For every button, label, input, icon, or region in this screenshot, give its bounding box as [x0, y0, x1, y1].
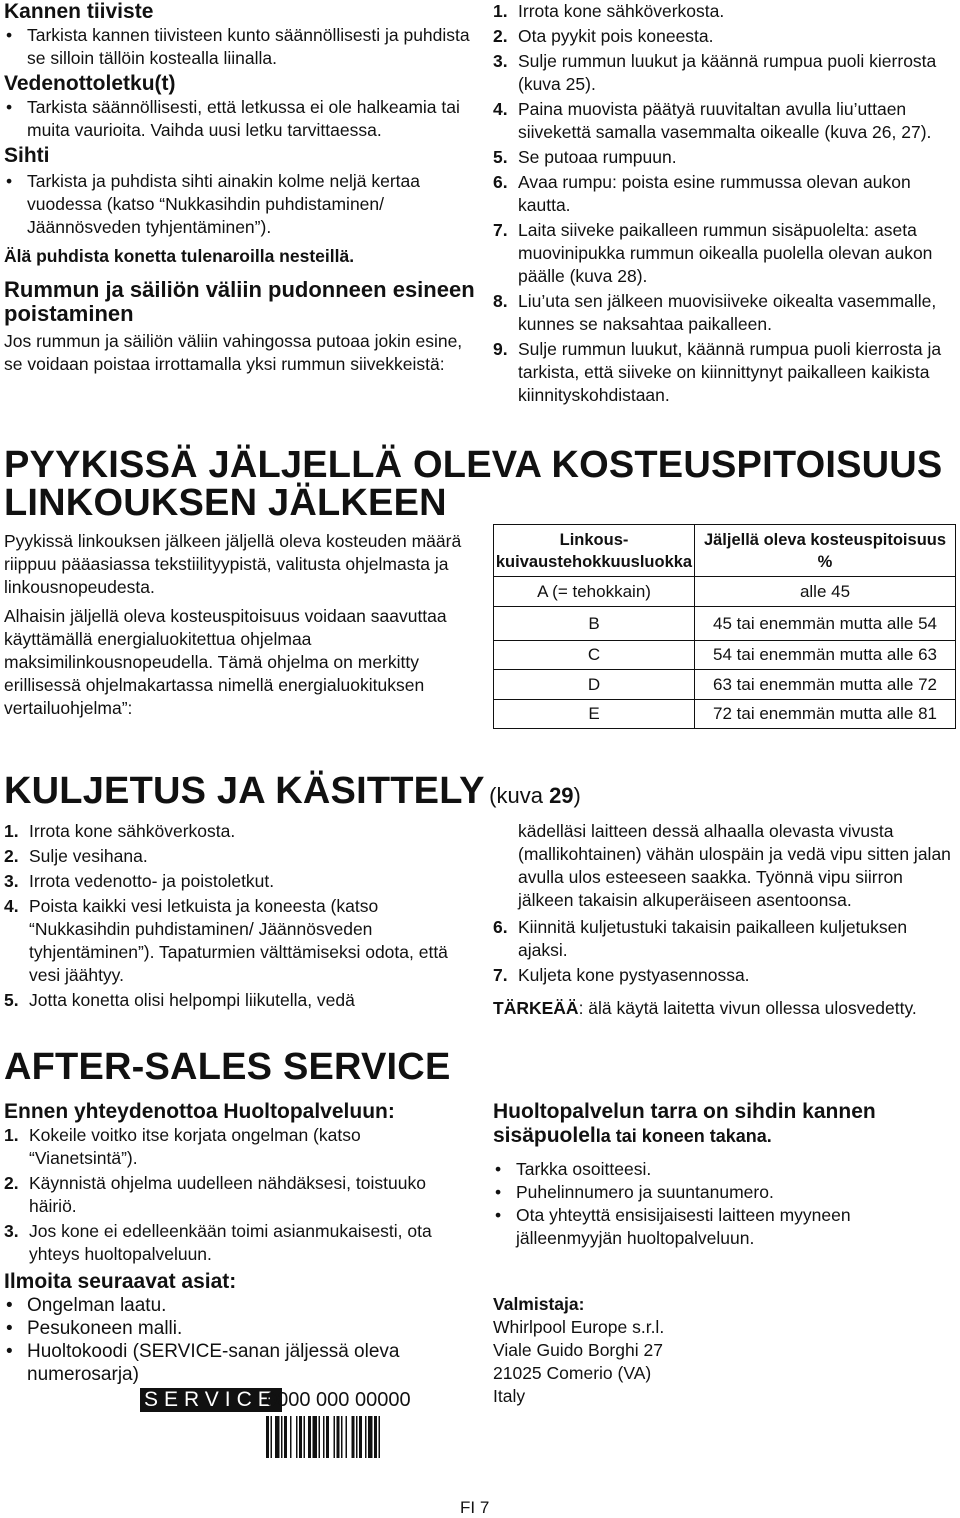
sihti-list — [4, 170, 476, 239]
barcode-bar — [313, 1416, 318, 1458]
barcode-bar — [319, 1416, 321, 1458]
transport-steps-right — [493, 916, 956, 987]
drum-steps — [493, 0, 956, 407]
list-item: • Tarkista kannen tiivisteen kunto säännöllisesti ja puhdista se silloin tällöin kostealla liinalla. — [4, 24, 476, 70]
barcode-bar — [266, 1416, 269, 1458]
tarra-heading: Huoltopalvelun tarra on sihdin kannen sisäpuolella tai koneen takana. — [493, 1100, 876, 1147]
manufacturer-line: 21025 Comerio (VA) — [493, 1363, 652, 1383]
manufacturer-line: Viale Guido Borghi 27 — [493, 1340, 663, 1360]
barcode-bar — [368, 1416, 373, 1458]
before-heading: Ennen yhteydenottoa Huoltopalveluun: — [4, 1100, 395, 1123]
right-top-column — [493, 0, 956, 409]
step-item: 1. Irrota kone sähköverkosta. — [493, 1, 725, 21]
step-item: 6. Kiinnitä kuljetustuki takaisin paikalleen kuljetuksen ajaksi. — [493, 917, 908, 960]
step-item: 5. Jotta konetta olisi helpompi liikutella, vedä — [4, 990, 355, 1010]
table-row: A (= tehokkain) alle 45 — [494, 577, 956, 607]
service-title: AFTER-SALES SERVICE — [4, 1046, 451, 1088]
step-item: 9. Sulje rummun luukut, käännä rumpua puoli kierrosta ja tarkista, että siiveke on kiinnittynyt paikalleen kaikista kiinnityskohdistaan. — [493, 339, 942, 405]
barcode-bar — [281, 1416, 283, 1458]
transport-continuation: kädelläsi laitteen dessä alhaalla olevasta vivusta (mallikohtainen) vähän ulospäin ja vedä vipu sitten jalan avulla ulos esteeseen saakka. Työnnä vipu siirron jälkeen takaisin alkuperäiseen asentoonsa. — [518, 821, 951, 910]
service-right — [493, 1100, 956, 1250]
barcode-bar — [271, 1416, 273, 1458]
manufacturer-line: Italy — [493, 1386, 526, 1406]
barcode-bar — [356, 1416, 358, 1458]
table-row: B 45 tai enemmän mutta alle 54 — [494, 607, 956, 641]
list-item: • Pesukoneen malli. — [4, 1317, 474, 1340]
barcode-bar — [359, 1416, 362, 1458]
step-item: 2. Ota pyykit pois koneesta. — [493, 26, 714, 46]
report-heading: Ilmoita seuraavat asiat: — [4, 1270, 237, 1293]
service-code: 0000 000 00000 — [266, 1389, 411, 1411]
transport-title: KULJETUS JA KÄSITTELY (kuva 29) — [4, 770, 581, 812]
barcode-bar — [365, 1416, 367, 1458]
report-list — [4, 1294, 474, 1386]
step-item: 4. Poista kaikki vesi letkuista ja koneesta (katso “Nukkasihdin puhdistaminen/ Jäännösveden tyhjentäminen”). Tapaturmien välttämiseksi odota, että vesi jäähtyy. — [4, 896, 448, 985]
barcode-bar — [308, 1416, 311, 1458]
list-item: • Tarkista ja puhdista sihti ainakin kolme neljä kertaa vuodessa (katso “Nukkasihdin puhdistaminen/ Jäännösveden tyhjentäminen”). — [4, 170, 476, 239]
step-item: 2. Käynnistä ohjelma uudelleen nähdäksesi, toistuuko häiriö. — [4, 1173, 426, 1216]
barcode-bar — [323, 1416, 325, 1458]
barcode-image — [266, 1416, 416, 1458]
manufacturer-line: Whirlpool Europe s.r.l. — [493, 1317, 665, 1337]
table-row: C 54 tai enemmän mutta alle 63 — [494, 641, 956, 670]
kannen-list — [4, 24, 476, 70]
table-row: D 63 tai enemmän mutta alle 72 — [494, 670, 956, 700]
barcode-bar — [352, 1416, 355, 1458]
manufacturer — [493, 1293, 793, 1408]
vedenotto-heading: Vedenottoletku(t) — [4, 72, 176, 95]
list-item: • Ota yhteyttä ensisijaisesti laitteen myyneen jälleenmyyjän huoltopalveluun. — [493, 1204, 956, 1250]
step-item: 4. Paina muovista päätyä ruuvitaltan avulla liu’uttaen siivekettä samalla vasemmalta oikealle (kuva 26, 27). — [493, 99, 932, 142]
service-word: SERVICE — [140, 1388, 282, 1412]
moisture-table — [493, 524, 956, 729]
barcode-bar — [304, 1416, 306, 1458]
table-header: Jäljellä oleva kosteuspitoisuus % — [695, 525, 956, 577]
barcode-bar — [341, 1416, 343, 1458]
moisture-title: PYYKISSÄ JÄLJELLÄ OLEVA KOSTEUSPITOISUUS LINKOUKSEN JÄLKEEN — [4, 444, 943, 524]
barcode-bar — [326, 1416, 329, 1458]
list-item: • Tarkista säännöllisesti, että letkussa ei ole halkeamia tai muita vaurioita. Vaihda uusi letku tarvittaessa. — [4, 96, 476, 142]
barcode-bar — [374, 1416, 377, 1458]
barcode-bar — [334, 1416, 336, 1458]
rummun-text: Jos rummun ja säiliön väliin vahingossa putoaa jokin esine, se voidaan poistaa irrottamalla yksi rummun siivekkeistä: — [4, 331, 463, 374]
barcode-bar — [346, 1416, 348, 1458]
barcode-bar — [337, 1416, 340, 1458]
barcode-bar — [275, 1416, 280, 1458]
list-item: • Huoltokoodi (SERVICE-sanan jäljessä oleva numerosarja) — [4, 1340, 474, 1386]
step-item: 3. Sulje rummun luukut ja käännä rumpua puoli kierrosta (kuva 25). — [493, 51, 937, 94]
important-note: TÄRKEÄÄ: älä käytä laitetta vivun ollessa ulosvedetty. — [493, 998, 917, 1018]
list-item: • Puhelinnumero ja suuntanumero. — [493, 1181, 956, 1204]
step-item: 7. Laita siiveke paikalleen rummun sisäpuolelta: aseta muovinipukka rummun oikealla puolella olevan aukon päälle (kuva 28). — [493, 220, 933, 286]
moisture-text — [4, 530, 472, 720]
step-item: 5. Se putoaa rumpuun. — [493, 147, 677, 167]
sihti-heading: Sihti — [4, 144, 50, 167]
transport-right — [493, 820, 956, 1020]
barcode-bar — [284, 1416, 287, 1458]
transport-steps-left — [4, 820, 474, 1012]
before-steps — [4, 1124, 474, 1266]
moisture-para-2: Alhaisin jäljellä oleva kosteuspitoisuus voidaan saavuttaa käyttämällä energialuokitettua ohjelmaa maksimilinkousnopeudella. Tämä ohjelma on merkitty erillisessä ohjelmakartassa nimellä energialuokituksen vertailuohjelma”: — [4, 606, 447, 718]
barcode-bar — [290, 1416, 292, 1458]
page-number: FI 7 — [460, 1498, 490, 1517]
barcode-bar — [299, 1416, 302, 1458]
warning-text: Älä puhdista konetta tulenaroilla nesteillä. — [4, 246, 355, 266]
list-item: • Tarkka osoitteesi. — [493, 1158, 956, 1181]
rummun-heading: Rummun ja säiliön väliin pudonneen esineen poistaminen — [4, 277, 475, 326]
transport-left — [4, 820, 474, 1014]
list-item: • Ongelman laatu. — [4, 1294, 474, 1317]
kannen-heading: Kannen tiiviste — [4, 0, 154, 23]
tarra-list — [493, 1158, 956, 1250]
table-row: E 72 tai enemmän mutta alle 81 — [494, 700, 956, 729]
step-item: 1. Irrota kone sähköverkosta. — [4, 821, 236, 841]
step-item: 7. Kuljeta kone pystyasennossa. — [493, 965, 750, 985]
service-left — [4, 1100, 474, 1386]
manufacturer-heading: Valmistaja: — [493, 1294, 585, 1314]
step-item: 6. Avaa rumpu: poista esine rummussa olevan aukon kautta. — [493, 172, 911, 215]
step-item: 1. Kokeile voitko itse korjata ongelman (katso “Vianetsintä”). — [4, 1125, 361, 1168]
service-label — [140, 1388, 440, 1458]
vedenotto-list — [4, 96, 476, 142]
step-item: 2. Sulje vesihana. — [4, 846, 148, 866]
step-item: 3. Irrota vedenotto- ja poistoletkut. — [4, 871, 275, 891]
left-top-column — [4, 0, 476, 376]
moisture-para-1: Pyykissä linkouksen jälkeen jäljellä oleva kosteuden määrä riippuu pääasiassa tekstiilityypistä, valitusta ohjelmasta ja linkousnopeudesta. — [4, 531, 462, 597]
barcode-bar — [379, 1416, 381, 1458]
barcode-bar — [296, 1416, 298, 1458]
table-header: Linkous-kuivaustehokkuusluokka — [494, 525, 695, 577]
step-item: 3. Jos kone ei edelleenkään toimi asianmukaisesti, ota yhteys huoltopalveluun. — [4, 1221, 432, 1264]
step-item: 8. Liu’uta sen jälkeen muovisiiveke oikealta vasemmalle, kunnes se naksahtaa paikalleen. — [493, 291, 937, 334]
